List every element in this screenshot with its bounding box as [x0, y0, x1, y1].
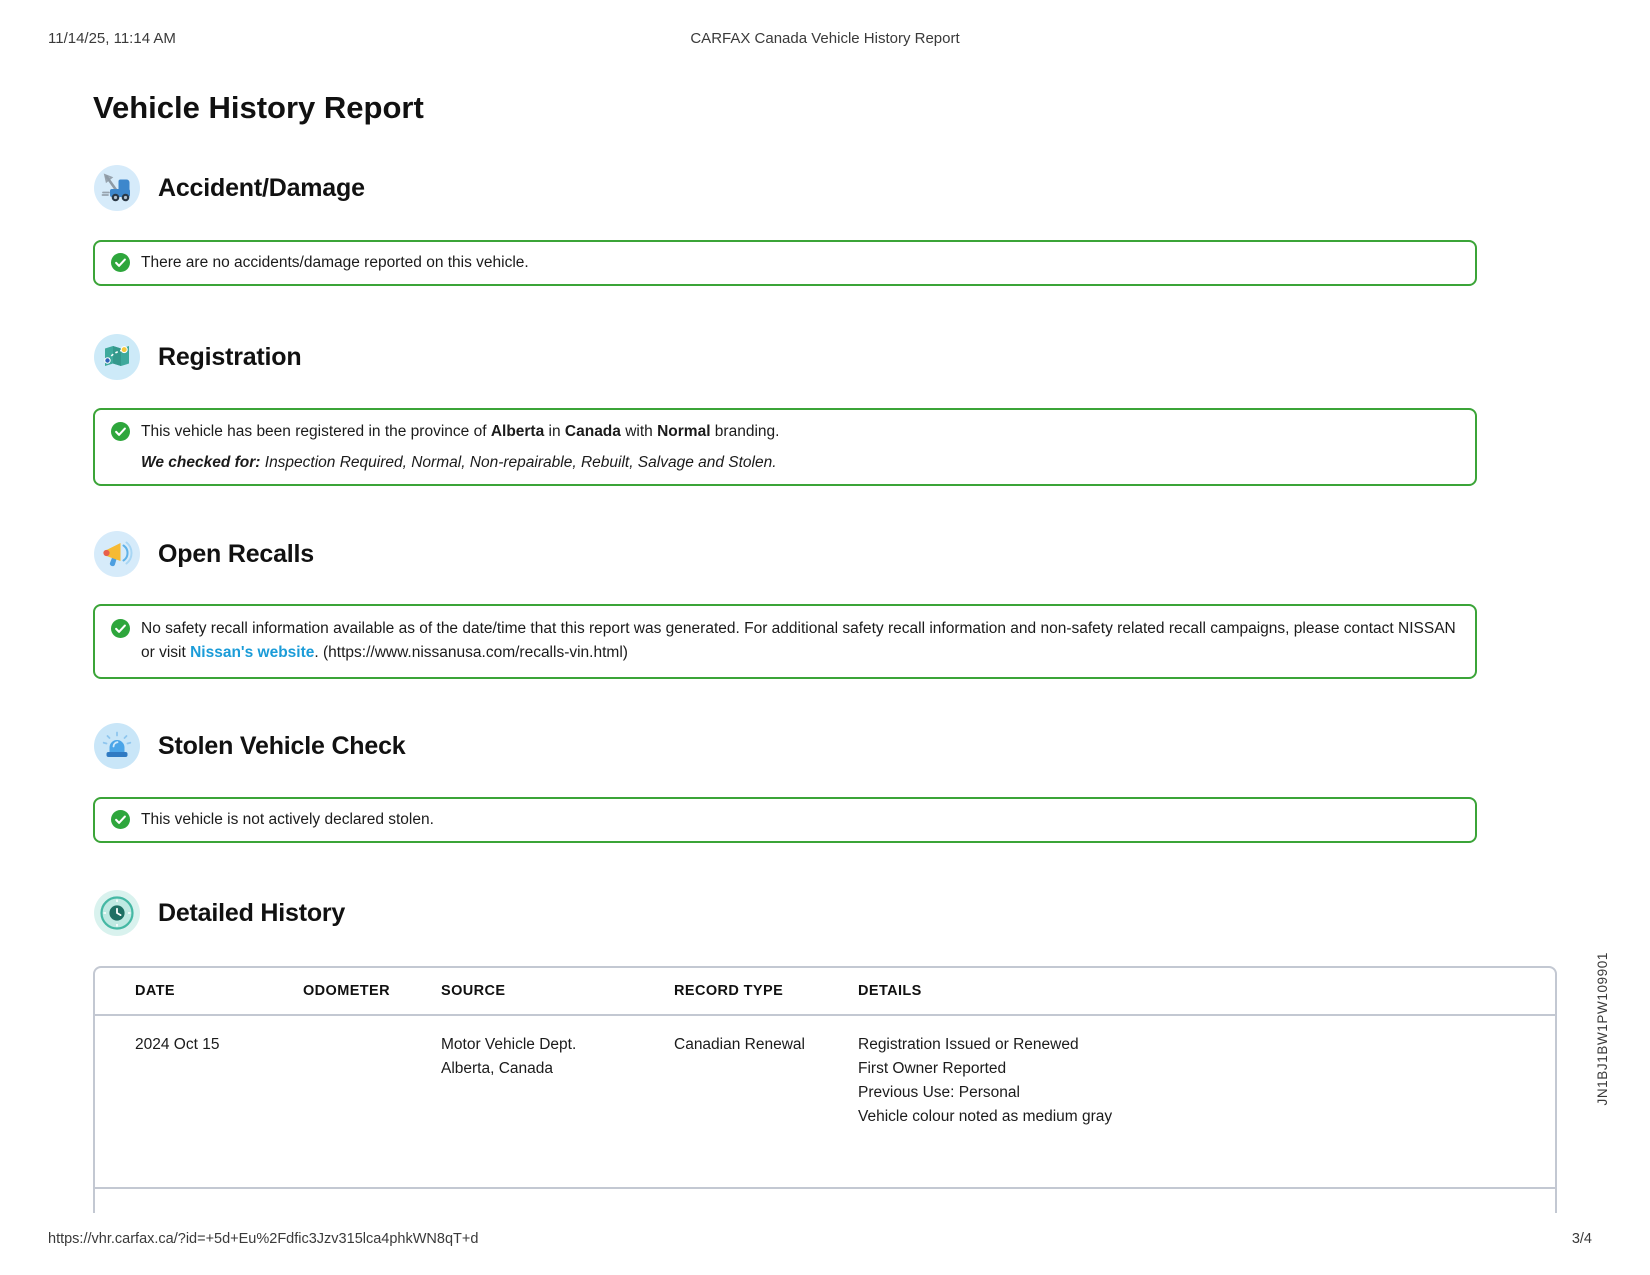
stolen-message: This vehicle is not actively declared stolen.	[141, 811, 434, 828]
registration-msg-pre: This vehicle has been registered in the province of	[141, 423, 491, 440]
history-table-header	[95, 968, 1555, 1016]
section-open-recalls	[93, 530, 1557, 679]
document-title: CARFAX Canada Vehicle History Report	[690, 30, 960, 47]
row-detail-line: Vehicle colour noted as medium gray	[858, 1108, 1113, 1125]
accident-message: There are no accidents/damage reported on this vehicle.	[141, 254, 529, 271]
footer-url: https://vhr.carfax.ca/?id=+5d+Eu%2Fdfic3Jzv315lca4phkWN8qT+d	[48, 1231, 479, 1247]
siren-icon	[93, 722, 141, 770]
cell-record-type	[674, 1033, 858, 1187]
registration-checked-line	[141, 451, 779, 475]
registration-heading: Registration	[158, 342, 302, 371]
page-indicator: 3/4	[1571, 1231, 1592, 1247]
checked-for-items: Inspection Required, Normal, Non-repairable, Rebuilt, Salvage and Stolen.	[260, 454, 777, 471]
tow-truck-icon	[93, 164, 141, 212]
history-clock-icon	[93, 889, 141, 937]
section-detailed-history	[93, 889, 1557, 1213]
checked-for-label: We checked for:	[141, 454, 261, 471]
accident-status-box	[93, 240, 1477, 286]
map-icon	[93, 333, 141, 381]
registration-message	[141, 420, 779, 475]
row-source-line: Motor Vehicle Dept.	[441, 1036, 577, 1053]
registration-status-box	[93, 408, 1477, 486]
check-circle-icon	[111, 810, 130, 829]
megaphone-icon	[93, 530, 141, 578]
stolen-status-box	[93, 797, 1477, 843]
nissan-website-link[interactable]: Nissan's website	[190, 644, 315, 661]
row-detail-line: Registration Issued or Renewed	[858, 1036, 1079, 1053]
registration-mid1: in	[544, 423, 565, 440]
recalls-heading: Open Recalls	[158, 539, 314, 568]
column-header-record-type: RECORD TYPE	[674, 983, 784, 999]
print-footer	[0, 1231, 1650, 1249]
row-source-line: Alberta, Canada	[441, 1060, 554, 1077]
page-title: Vehicle History Report	[93, 90, 424, 125]
check-circle-icon	[111, 253, 130, 272]
registration-country: Canada	[564, 423, 621, 440]
history-heading: Detailed History	[158, 898, 346, 927]
column-header-source: SOURCE	[441, 983, 506, 999]
cell-date	[135, 1033, 303, 1187]
cell-source	[441, 1033, 674, 1187]
registration-mid2: with	[620, 423, 658, 440]
recalls-section-header	[93, 530, 1557, 578]
registration-section-header	[93, 333, 1557, 381]
row-detail-line: First Owner Reported	[858, 1060, 1007, 1077]
recalls-msg-post: . (https://www.nissanusa.com/recalls-vin.html)	[314, 644, 628, 661]
row-date: 2024 Oct 15	[135, 1036, 220, 1053]
recalls-msg-pre: No safety recall information available as of the date/time that this report was generated. For additional safety recall information and non-safety related recall campaigns, please contact NISSAN or visit	[141, 620, 1456, 661]
accident-section-header	[93, 164, 1557, 212]
row-record-type: Canadian Renewal	[674, 1036, 805, 1053]
print-datetime: 11/14/25, 11:14 AM	[48, 30, 176, 47]
table-row	[95, 1016, 1555, 1189]
column-header-date: DATE	[135, 983, 175, 999]
registration-branding: Normal	[657, 423, 711, 440]
recalls-status-box	[93, 604, 1477, 679]
stolen-heading: Stolen Vehicle Check	[158, 731, 406, 760]
cell-odometer	[303, 1033, 441, 1187]
row-detail-line: Previous Use: Personal	[858, 1084, 1020, 1101]
cell-details	[858, 1033, 1535, 1187]
registration-msg-post: branding.	[710, 423, 780, 440]
report-content	[93, 0, 1557, 1213]
section-stolen-vehicle-check	[93, 722, 1557, 843]
history-section-header	[93, 889, 1557, 937]
section-accident-damage	[93, 164, 1557, 286]
check-circle-icon	[111, 619, 130, 638]
registration-province: Alberta	[490, 423, 545, 440]
vin-vertical-label: JN1BJ1BW1PW109901	[1595, 952, 1610, 1106]
detailed-history-table	[93, 966, 1557, 1213]
section-registration	[93, 333, 1557, 486]
stolen-section-header	[93, 722, 1557, 770]
check-circle-icon	[111, 422, 130, 441]
column-header-details: DETAILS	[858, 983, 922, 999]
accident-heading: Accident/Damage	[158, 173, 365, 202]
recalls-message	[141, 617, 1459, 665]
column-header-odometer: ODOMETER	[303, 983, 390, 999]
